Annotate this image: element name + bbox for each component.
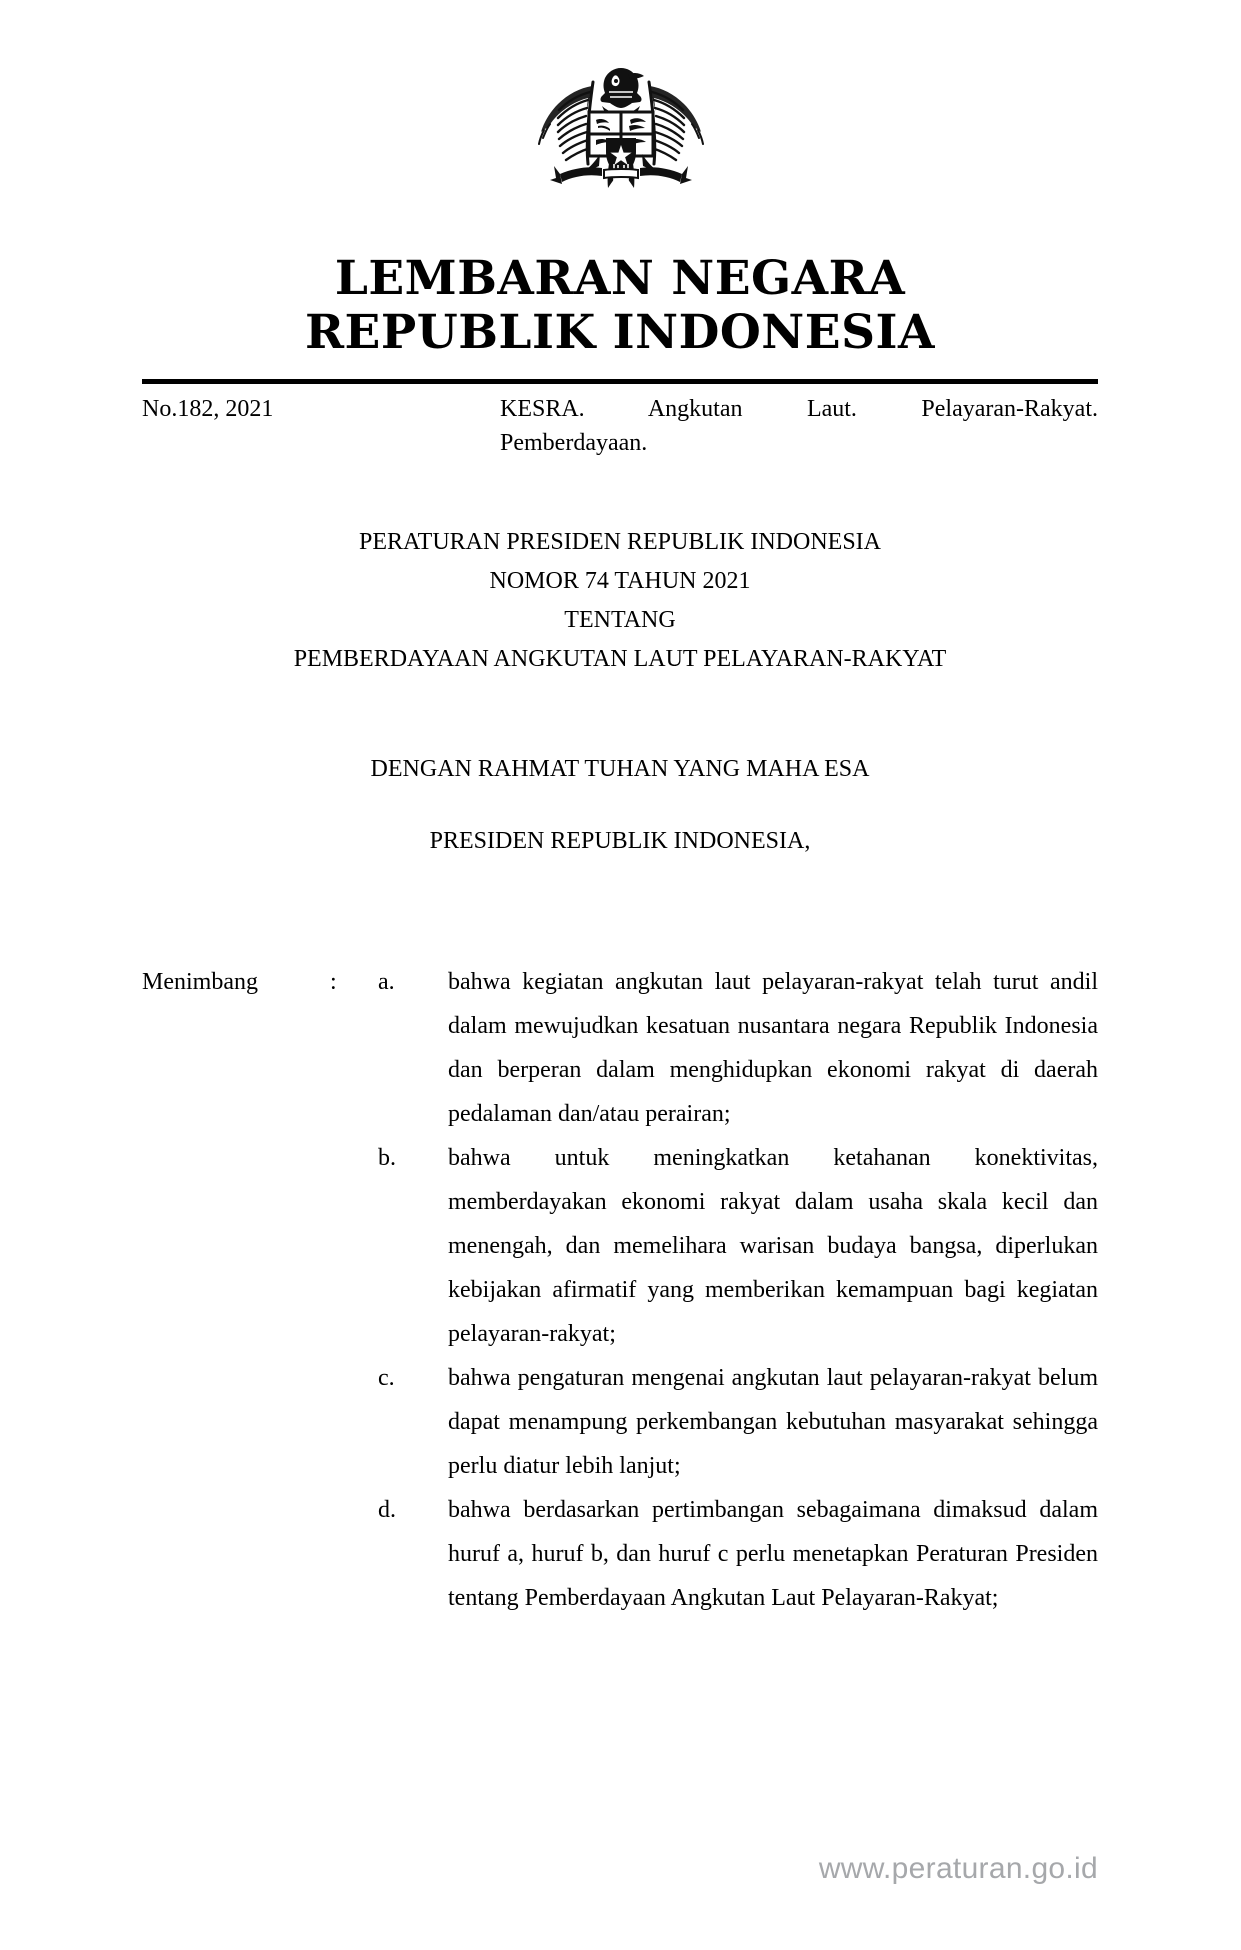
masthead-line-1: LEMBARAN NEGARA — [334, 251, 906, 306]
header-divider — [142, 379, 1098, 384]
list-item-marker: d. — [378, 1497, 396, 1523]
list-item — [378, 1356, 1098, 1488]
list-item-text: bahwa pengaturan mengenai angkutan laut pelayaran-rakyat belum dapat menampung perkembangan kebutuhan masyarakat sehingga perlu diatur lebih lanjut; — [448, 1365, 1098, 1479]
gazette-subject — [500, 392, 1098, 460]
gazette-number: No.182, 2021 — [142, 396, 274, 422]
list-item — [378, 1488, 1098, 1620]
list-item-text: bahwa berdasarkan pertimbangan sebagaimana dimaksud dalam huruf a, huruf b, dan huruf c perlu menetapkan Peraturan Presiden tentang Pemberdayaan Angkutan Laut Pelayaran-Rakyat; — [448, 1497, 1098, 1611]
gazette-subject-line-1: KESRA. Angkutan Laut. Pelayaran-Rakyat. — [500, 396, 1098, 422]
title-line-tentang: TENTANG — [564, 607, 676, 633]
list-item-text: bahwa untuk meningkatkan ketahanan konektivitas, memberdayakan ekonomi rakyat dalam usaha skala kecil dan menengah, dan memelihara warisan budaya bangsa, diperlukan kebijakan afirmatif yang memberikan kemampuan bagi kegiatan pelayaran-rakyat; — [448, 1145, 1098, 1347]
list-item-marker: c. — [378, 1365, 395, 1391]
masthead-title — [142, 252, 1098, 360]
title-invocation: DENGAN RAHMAT TUHAN YANG MAHA ESA — [370, 756, 870, 782]
title-line-number: NOMOR 74 TAHUN 2021 — [489, 568, 751, 594]
list-item-marker: a. — [378, 969, 395, 995]
list-item-text: bahwa kegiatan angkutan laut pelayaran-rakyat telah turut andil dalam mewujudkan kesatuan nusantara negara Republik Indonesia dan berperan dalam menghidupkan ekonomi rakyat di daerah pedalaman dan/atau perairan; — [448, 969, 1098, 1127]
title-authority-signer: PRESIDEN REPUBLIK INDONESIA, — [429, 828, 811, 854]
considering-colon: : — [330, 969, 337, 995]
title-line-authority: PERATURAN PRESIDEN REPUBLIK INDONESIA — [358, 529, 882, 555]
masthead-line-2: REPUBLIK INDONESIA — [304, 305, 935, 360]
regulation-title-block — [142, 523, 1098, 679]
list-item-marker: b. — [378, 1145, 396, 1171]
gazette-subject-line-2: Pemberdayaan. — [500, 430, 648, 456]
list-item — [378, 1136, 1098, 1356]
footer-watermark: www.peraturan.go.id — [818, 1852, 1098, 1885]
considering-label: Menimbang — [142, 969, 258, 995]
considering-list — [378, 960, 1098, 1620]
title-line-subject: PEMBERDAYAAN ANGKUTAN LAUT PELAYARAN-RAKYAT — [293, 646, 947, 672]
list-item — [378, 960, 1098, 1136]
garuda-pancasila-emblem — [0, 52, 1241, 192]
